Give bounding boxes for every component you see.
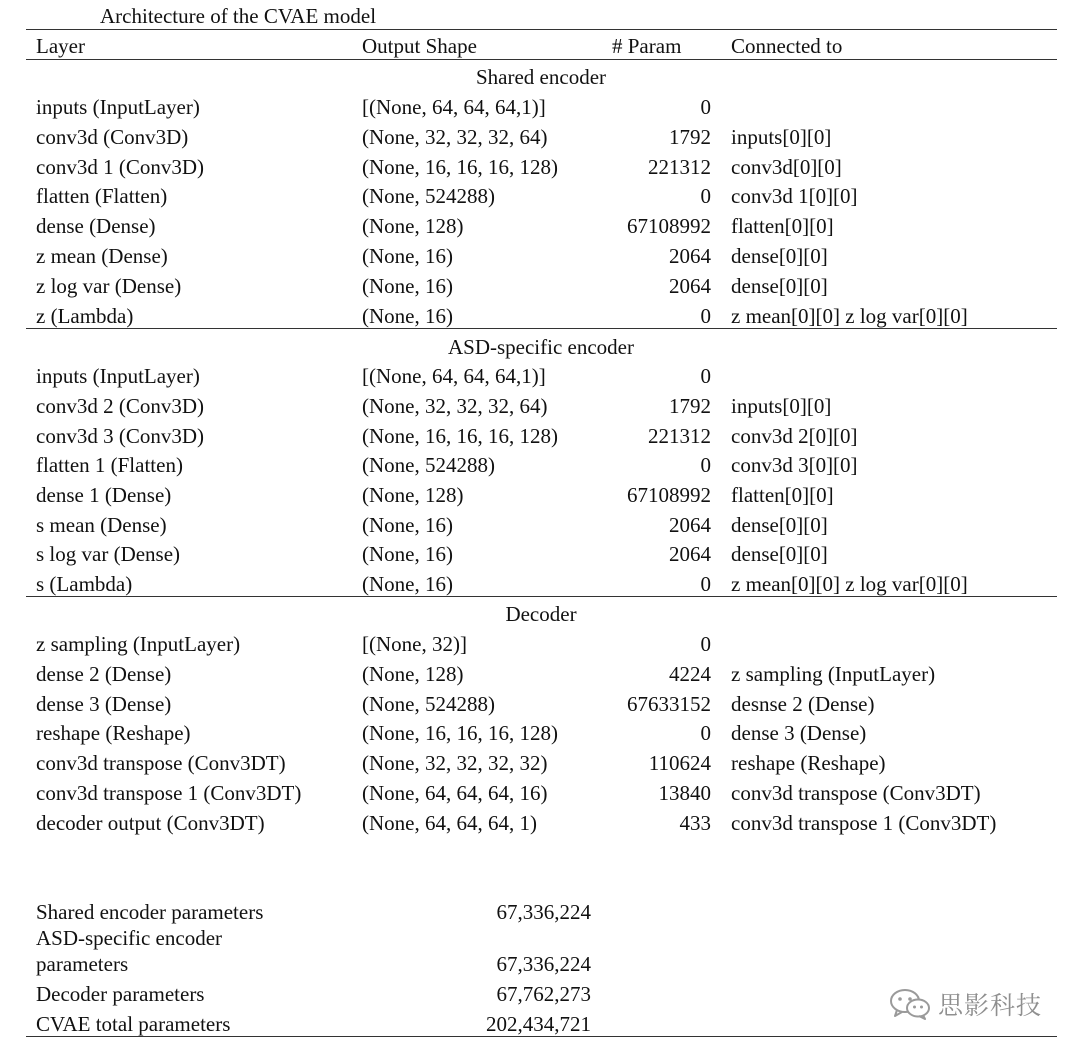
cell-shape: (None, 16, 16, 16, 128) (362, 721, 558, 745)
cell-shape: (None, 16) (362, 244, 453, 268)
summary-decoder-value: 67,762,273 (496, 982, 591, 1006)
cell-param: 0 (700, 304, 711, 328)
cell-param: 67108992 (627, 483, 711, 507)
table-row (0, 778, 1080, 808)
cell-param: 1792 (669, 394, 711, 418)
summary-asd-label-line2: parameters (36, 952, 129, 976)
cell-param: 1792 (669, 125, 711, 149)
table-row (0, 391, 1080, 421)
rule-header-bottom (26, 59, 1057, 60)
cell-param: 0 (700, 721, 711, 745)
cell-connected: conv3d 2[0][0] (731, 424, 858, 448)
cell-layer: decoder output (Conv3DT) (36, 811, 265, 835)
cell-shape: (None, 64, 64, 64, 16) (362, 781, 548, 805)
cell-shape: (None, 16) (362, 304, 453, 328)
cell-connected: dense[0][0] (731, 542, 828, 566)
cell-connected: dense 3 (Dense) (731, 721, 867, 745)
table-row (0, 569, 1080, 599)
section-title-decoder: Decoder (505, 602, 577, 626)
cell-param: 0 (700, 95, 711, 119)
table-row (0, 421, 1080, 451)
cell-layer: s log var (Dense) (36, 542, 181, 566)
cell-layer: s mean (Dense) (36, 513, 167, 537)
rule-bottom (26, 1036, 1057, 1037)
cell-connected: conv3d transpose 1 (Conv3DT) (731, 811, 997, 835)
header-row (0, 31, 1080, 61)
cell-layer: dense 3 (Dense) (36, 692, 172, 716)
header-output-shape: Output Shape (362, 34, 477, 58)
cell-layer: z (Lambda) (36, 304, 134, 328)
table-row (0, 361, 1080, 391)
cell-connected: inputs[0][0] (731, 125, 832, 149)
cell-param: 110624 (648, 751, 711, 775)
cell-param: 4224 (669, 662, 711, 686)
cell-connected: z sampling (InputLayer) (731, 662, 936, 686)
cell-shape: (None, 524288) (362, 453, 495, 477)
cell-param: 0 (700, 364, 711, 388)
cell-connected: dense[0][0] (731, 274, 828, 298)
cell-layer: conv3d 3 (Conv3D) (36, 424, 204, 448)
rule-section-1-bottom (26, 328, 1057, 329)
cell-param: 2064 (669, 244, 711, 268)
cell-connected: conv3d[0][0] (731, 155, 842, 179)
table-row (0, 718, 1080, 748)
summary-shared-value: 67,336,224 (496, 900, 591, 924)
cell-connected: conv3d 3[0][0] (731, 453, 858, 477)
cell-param: 67108992 (627, 214, 711, 238)
cell-layer: flatten (Flatten) (36, 184, 168, 208)
table-row (0, 152, 1080, 182)
cell-layer: conv3d transpose 1 (Conv3DT) (36, 781, 302, 805)
cell-connected: z mean[0][0] z log var[0][0] (731, 572, 968, 596)
cell-param: 221312 (648, 155, 711, 179)
cell-layer: conv3d transpose (Conv3DT) (36, 751, 286, 775)
cell-shape: (None, 32, 32, 32, 32) (362, 751, 548, 775)
wechat-icon (888, 987, 932, 1021)
cell-layer: dense 1 (Dense) (36, 483, 172, 507)
cell-layer: conv3d 1 (Conv3D) (36, 155, 204, 179)
cell-shape: (None, 16) (362, 513, 453, 537)
table-row (0, 480, 1080, 510)
section-title-shared-encoder: Shared encoder (475, 65, 607, 89)
cell-connected: flatten[0][0] (731, 214, 834, 238)
table-row (0, 689, 1080, 719)
table-row (0, 808, 1080, 838)
cell-layer: flatten 1 (Flatten) (36, 453, 183, 477)
cell-param: 2064 (669, 274, 711, 298)
cell-param: 0 (700, 184, 711, 208)
cell-shape: (None, 128) (362, 662, 464, 686)
table-row (0, 122, 1080, 152)
cell-shape: [(None, 64, 64, 64,1)] (362, 95, 546, 119)
cell-layer: inputs (InputLayer) (36, 95, 200, 119)
cell-param: 0 (700, 453, 711, 477)
cell-connected: conv3d transpose (Conv3DT) (731, 781, 981, 805)
cell-layer: z log var (Dense) (36, 274, 182, 298)
table-row (0, 271, 1080, 301)
cell-param: 0 (700, 632, 711, 656)
cell-shape: (None, 16, 16, 16, 128) (362, 155, 558, 179)
cell-param: 2064 (669, 513, 711, 537)
cell-layer: dense (Dense) (36, 214, 156, 238)
cell-param: 221312 (648, 424, 711, 448)
cell-shape: (None, 524288) (362, 184, 495, 208)
cell-layer: dense 2 (Dense) (36, 662, 172, 686)
table-row (0, 748, 1080, 778)
cell-connected: conv3d 1[0][0] (731, 184, 858, 208)
cell-shape: [(None, 64, 64, 64,1)] (362, 364, 546, 388)
rule-top (26, 29, 1057, 30)
cell-connected: desnse 2 (Dense) (731, 692, 875, 716)
watermark-text: 思影科技 (938, 991, 1043, 1020)
section-title-asd-specific-encoder: ASD-specific encoder (447, 335, 634, 359)
cell-layer: z mean (Dense) (36, 244, 168, 268)
table-row (0, 629, 1080, 659)
cell-connected: z mean[0][0] z log var[0][0] (731, 304, 968, 328)
watermark (888, 984, 1042, 1024)
summary-decoder-label: Decoder parameters (36, 982, 205, 1006)
cell-connected: reshape (Reshape) (731, 751, 886, 775)
summary-total-value: 202,434,721 (486, 1012, 591, 1036)
summary-shared-label: Shared encoder parameters (36, 900, 264, 924)
table-row (0, 211, 1080, 241)
cell-layer: z sampling (InputLayer) (36, 632, 241, 656)
table-row (0, 539, 1080, 569)
table-caption: Architecture of the CVAE model (100, 4, 377, 28)
cell-layer: inputs (InputLayer) (36, 364, 200, 388)
cell-shape: (None, 128) (362, 214, 464, 238)
cell-shape: (None, 16) (362, 572, 453, 596)
table-row (0, 450, 1080, 480)
table-row (0, 301, 1080, 331)
cell-shape: (None, 16) (362, 274, 453, 298)
header-layer: Layer (36, 34, 85, 58)
cell-layer: reshape (Reshape) (36, 721, 191, 745)
cell-layer: conv3d (Conv3D) (36, 125, 189, 149)
table-row (0, 92, 1080, 122)
cell-shape: (None, 524288) (362, 692, 495, 716)
cell-param: 0 (700, 572, 711, 596)
header-connected-to: Connected to (731, 34, 843, 58)
table-row (0, 659, 1080, 689)
cell-layer: s (Lambda) (36, 572, 133, 596)
cell-param: 13840 (658, 781, 711, 805)
cell-shape: (None, 16) (362, 542, 453, 566)
table-row (0, 181, 1080, 211)
cell-param: 433 (679, 811, 711, 835)
cell-shape: (None, 128) (362, 483, 464, 507)
cell-param: 2064 (669, 542, 711, 566)
table-row (0, 241, 1080, 271)
cell-shape: (None, 64, 64, 64, 1) (362, 811, 537, 835)
summary-asd-label-line1: ASD-specific encoder (36, 926, 223, 950)
cell-layer: conv3d 2 (Conv3D) (36, 394, 204, 418)
summary-asd-value: 67,336,224 (496, 952, 591, 976)
header-param: # Param (612, 34, 682, 58)
cell-connected: flatten[0][0] (731, 483, 834, 507)
cell-connected: inputs[0][0] (731, 394, 832, 418)
cell-connected: dense[0][0] (731, 244, 828, 268)
cell-shape: (None, 32, 32, 32, 64) (362, 394, 548, 418)
cell-param: 67633152 (627, 692, 711, 716)
cell-shape: [(None, 32)] (362, 632, 467, 656)
cell-shape: (None, 32, 32, 32, 64) (362, 125, 548, 149)
summary-total-label: CVAE total parameters (36, 1012, 231, 1036)
cell-connected: dense[0][0] (731, 513, 828, 537)
rule-section-2-bottom (26, 596, 1057, 597)
cell-shape: (None, 16, 16, 16, 128) (362, 424, 558, 448)
table-row (0, 510, 1080, 540)
